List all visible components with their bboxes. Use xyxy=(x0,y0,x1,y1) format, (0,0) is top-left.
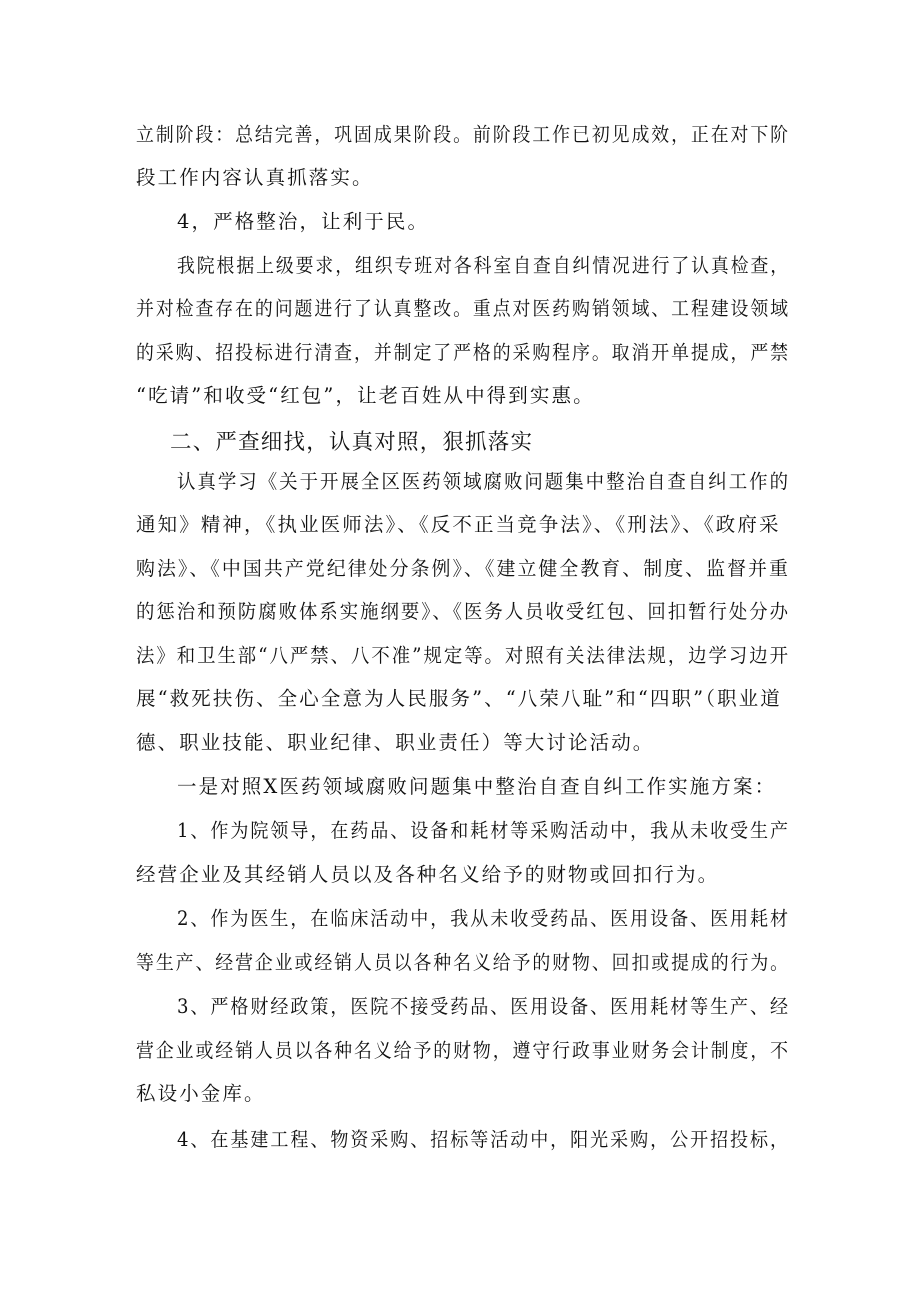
section-heading: 二、严查细找，认真对照，狠抓落实 xyxy=(170,430,534,455)
